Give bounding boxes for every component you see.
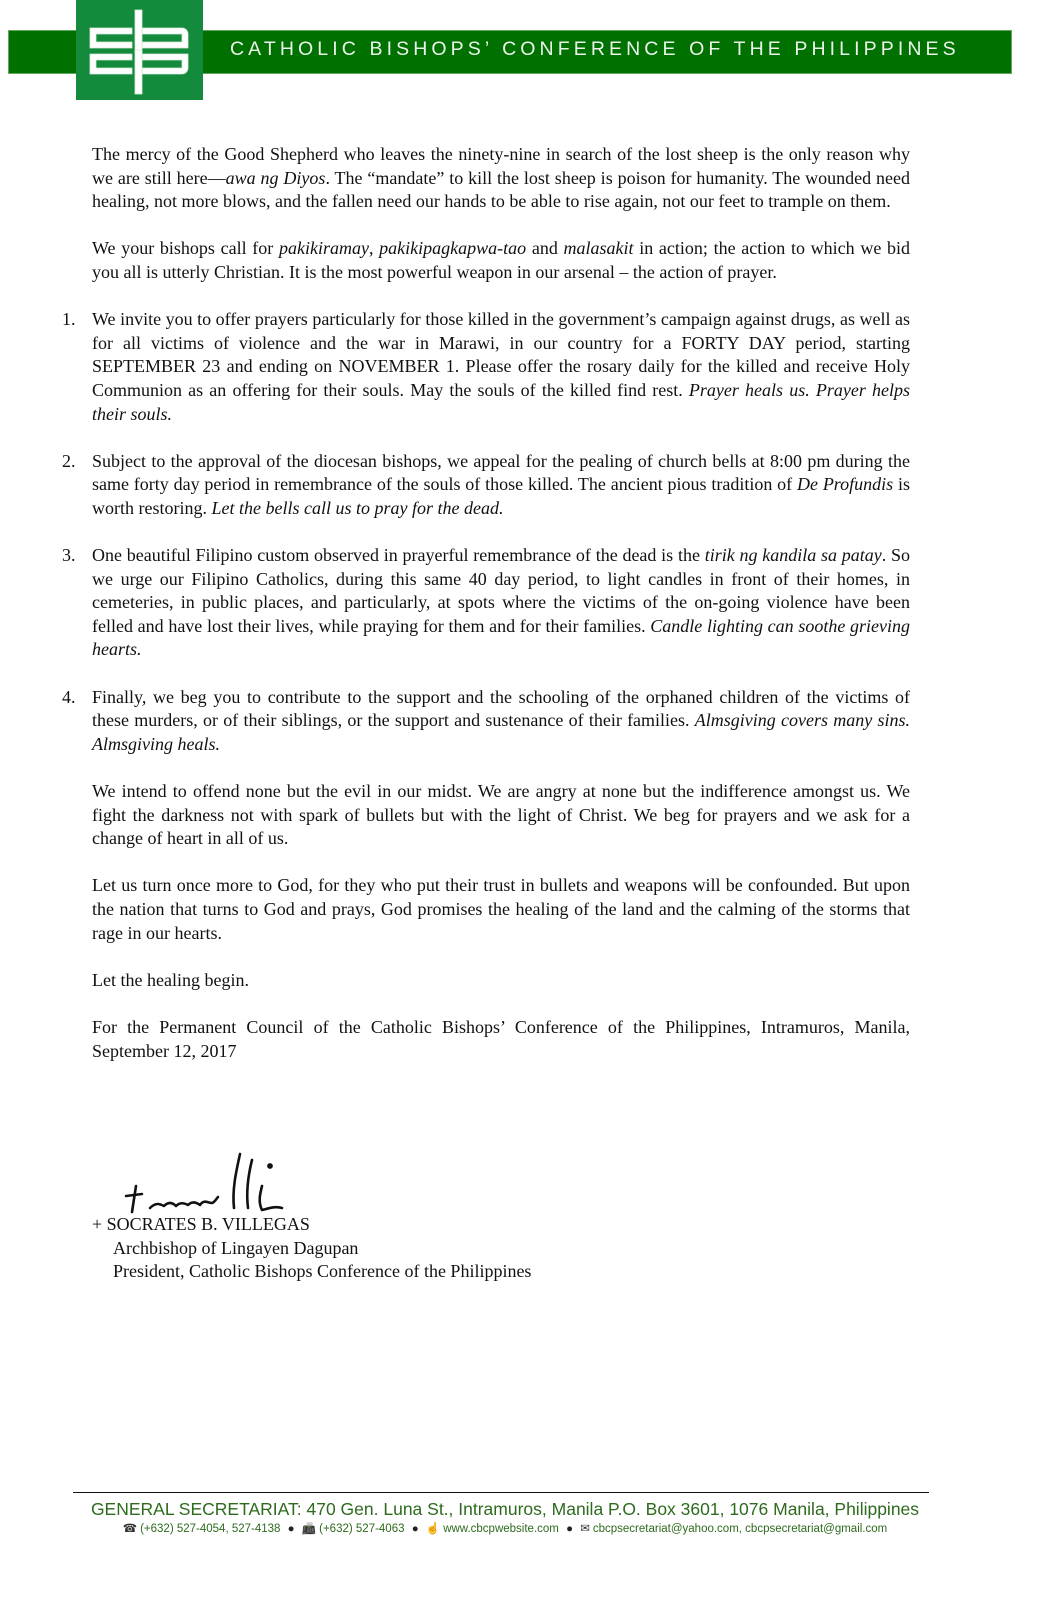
list-item-church-bells [62, 450, 910, 521]
email-icon: ✉ [580, 1523, 590, 1535]
italic-text: Candle lighting can soothe grieving hearts. [92, 615, 910, 660]
list-number: 1. [62, 309, 76, 330]
text: is worth restoring. [92, 474, 910, 518]
organization-title: CATHOLIC BISHOPS’ CONFERENCE OF THE PHILIPPINES [230, 38, 960, 60]
list-number: 4. [62, 686, 76, 707]
text: Subject to the approval of the diocesan bishops, we appeal for the pealing of church bells at 8:00 pm during the same forty day period in remembrance of the souls of those killed. The ancient pious tradition of [92, 450, 910, 495]
signer-name: + SOCRATES B. VILLEGAS [92, 1214, 310, 1234]
list-number: 3. [62, 545, 76, 566]
separator-dot: ● [287, 1523, 295, 1535]
italic-text: tirik ng kandila sa patay [704, 545, 882, 566]
list-item-prayers [62, 308, 910, 426]
italic-text: Let the bells call us to pray for the dead. [211, 497, 504, 518]
text: . The “mandate” to kill the lost sheep is poison for humanity. The wounded need healing, not more blows, and the fallen need our hands to be able to rise again, not our feet to trample on them. [92, 167, 911, 212]
text: The mercy of the Good Shepherd who leaves the ninety-nine in search of the lost sheep is the only reason why we are still here— [92, 144, 910, 188]
italic-text: malasakit [563, 238, 634, 259]
handwritten-signature-icon [122, 1150, 312, 1222]
footer-address: GENERAL SECRETARIAT: 470 Gen. Luna St., Intramuros, Manila P.O. Box 3601, 1076 Manila, Philippines [90, 1499, 920, 1519]
website-link[interactable]: www.cbcpwebsite.com [443, 1523, 559, 1535]
separator-dot: ● [566, 1523, 574, 1535]
text: , [368, 238, 380, 259]
letter-body [62, 143, 911, 1087]
list-item-almsgiving [62, 686, 911, 757]
footer-contacts [120, 1521, 890, 1537]
text: and [526, 238, 564, 259]
italic-text: De Profundis [797, 474, 894, 495]
paragraph-good-shepherd [92, 143, 910, 214]
paragraph-intend: We intend to offend none but the evil in our midst. We are angry at none but the indifference amongst us. We fight the darkness not with spark of bullets but with the light of Christ. We beg for prayers and we ask for a change of heart in all of us. [92, 781, 910, 849]
italic-text: pakikipagkapwa-tao [379, 238, 527, 259]
text: One beautiful Filipino custom observed in prayerful remembrance of the dead is the [92, 545, 705, 566]
text: in action; the action to which we bid you all is utterly Christian. It is the most powerful weapon in our arsenal – the action of prayer. [92, 238, 911, 282]
cbcp-logo [76, 0, 203, 100]
paragraph-permanent-council: For the Permanent Council of the Catholic Bishops’ Conference of the Philippines, Intramuros, Manila, September 12, 2017 [92, 1016, 910, 1061]
italic-text: awa ng Diyos [225, 167, 326, 188]
footer-divider [73, 1492, 929, 1493]
text: . So we urge our Filipino Catholics, during this same 40 day period, to light candles in front of their homes, in cemeteries, in public places, and particularly, at spots where the victims of the on-going violence have been felled and have lost their lives, while praying for them and for their families. [92, 545, 911, 636]
italic-text: pakikiramay [278, 238, 369, 259]
list-item-candles [62, 544, 911, 662]
list-number: 2. [62, 450, 76, 471]
signer-title: Archbishop of Lingayen Dagupan [113, 1238, 359, 1258]
website-icon: ☝ [425, 1523, 441, 1535]
phone-numbers: (+632) 527-4054, 527-4138 [140, 1523, 281, 1535]
paragraph-healing-begin: Let the healing begin. [92, 969, 249, 990]
italic-text: Prayer heals us. Prayer helps their souls. [92, 379, 910, 424]
email-links[interactable]: cbcpsecretariat@yahoo.com, cbcpsecretariat@gmail.com [592, 1523, 888, 1535]
signer-position: President, Catholic Bishops Conference of the Philippines [113, 1261, 532, 1281]
fax-number: (+632) 527-4063 [319, 1523, 405, 1535]
paragraph-bishops-call [92, 237, 910, 284]
italic-text: Almsgiving covers many sins. Almsgiving heals. [92, 710, 911, 754]
text: We your bishops call for [92, 238, 279, 259]
text: Finally, we beg you to contribute to the support and the schooling of the orphaned children of the victims of these murders, or of their siblings, or the support and sustenance of their families. [92, 686, 910, 731]
fax-icon: 📠 [301, 1523, 317, 1535]
phone-icon: ☎ [122, 1523, 138, 1535]
paragraph-turn-to-god: Let us turn once more to God, for they who put their trust in bullets and weapons will be confounded. But upon the nation that turns to God and prays, God promises the healing of the land and the calming of the storms that rage in our hearts. [92, 875, 910, 943]
text: We invite you to offer prayers particularly for those killed in the government’s campaign against drugs, as well as for all victims of violence and the war in Marawi, in our country for a FORTY DAY period, starting SEPTEMBER 23 and ending on NOVEMBER 1. Please offer the rosary daily for the killed and receive Holy Communion as an offering for their souls. May the souls of the killed find rest. [92, 309, 910, 400]
separator-dot: ● [411, 1523, 419, 1535]
cbcp-logo-icon [76, 0, 203, 100]
